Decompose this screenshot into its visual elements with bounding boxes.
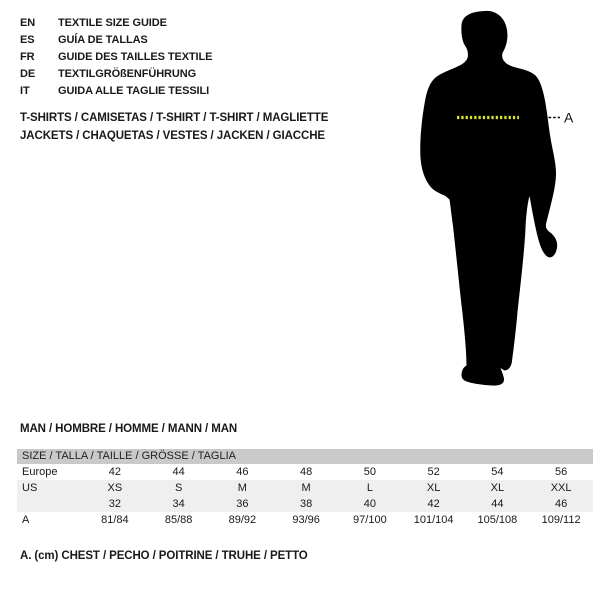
category-line-jackets: JACKETS / CHAQUETAS / VESTES / JACKEN / GIACCHE: [20, 130, 325, 142]
table-row-numeric: [17, 496, 593, 512]
language-row-de: [20, 66, 212, 83]
table-cell: M: [237, 482, 247, 494]
table-cell: 32: [108, 498, 121, 510]
table-cell: 46: [236, 466, 249, 478]
table-row-europe: [17, 464, 593, 480]
table-cell: 85/88: [164, 514, 193, 526]
table-cell: 42: [427, 498, 440, 510]
language-guide-title: GUIDA ALLE TAGLIE TESSILI: [58, 85, 210, 97]
table-cell: 34: [172, 498, 185, 510]
language-code: ES: [20, 34, 35, 46]
table-cell: 46: [555, 498, 568, 510]
language-code: FR: [20, 51, 35, 63]
man-silhouette-svg: [395, 0, 585, 400]
table-cell: 48: [300, 466, 313, 478]
table-cell: XL: [426, 482, 441, 494]
category-line-tshirts: T-SHIRTS / CAMISETAS / T-SHIRT / T-SHIRT / MAGLIETTE: [20, 112, 329, 124]
table-cell: S: [174, 482, 183, 494]
category-lines: [20, 109, 328, 145]
language-guide-title: GUIDE DES TAILLES TEXTILE: [58, 51, 213, 63]
language-guide-list: [20, 15, 212, 100]
language-code: DE: [20, 68, 36, 80]
table-cell: 97/100: [353, 514, 387, 526]
man-silhouette: [420, 11, 557, 386]
size-table-header: SIZE / TALLA / TAILLE / GRÖSSE / TAGLIA: [17, 449, 593, 464]
table-cell: XXL: [550, 482, 572, 494]
language-guide-title: GUÍA DE TALLAS: [58, 34, 148, 46]
size-table: [17, 449, 593, 528]
measure-label-a: A: [564, 109, 574, 126]
table-cell: XS: [107, 482, 123, 494]
language-code: EN: [20, 17, 36, 29]
table-cell: 56: [555, 466, 568, 478]
table-cell: XL: [490, 482, 505, 494]
language-row-fr: [20, 49, 212, 66]
table-cell: 44: [172, 466, 185, 478]
row-label: A: [22, 514, 30, 526]
table-cell: 105/108: [477, 514, 518, 526]
language-guide-title: TEXTILGRÖßENFÜHRUNG: [58, 68, 197, 80]
table-cell: 50: [363, 466, 376, 478]
table-cell: 81/84: [101, 514, 129, 526]
table-cell: 109/112: [541, 514, 581, 526]
table-cell: 42: [108, 466, 121, 478]
table-cell: M: [301, 482, 311, 494]
table-row-us: [17, 480, 593, 496]
man-silhouette-figure: [395, 0, 585, 400]
row-label: US: [22, 482, 38, 494]
row-label: Europe: [22, 466, 58, 478]
table-cell: 89/92: [228, 514, 257, 526]
table-cell: 54: [491, 466, 504, 478]
table-row-chest-a: [17, 512, 593, 528]
table-cell: L: [366, 482, 373, 494]
table-cell: 52: [427, 466, 440, 478]
table-cell: 44: [491, 498, 504, 510]
language-code: IT: [20, 85, 30, 97]
language-row-en: [20, 15, 212, 32]
table-cell: 38: [300, 498, 313, 510]
section-heading-man: MAN / HOMBRE / HOMME / MANN / MAN: [20, 423, 238, 435]
language-row-it: [20, 83, 212, 100]
table-cell: 40: [363, 498, 376, 510]
table-cell: 36: [236, 498, 249, 510]
language-guide-title: TEXTILE SIZE GUIDE: [58, 17, 167, 29]
table-cell: 101/104: [413, 514, 454, 526]
table-cell: 93/96: [292, 514, 320, 526]
language-row-es: [20, 32, 212, 49]
row-label: [17, 496, 83, 512]
measurement-footnote: A. (cm) CHEST / PECHO / POITRINE / TRUHE / PETTO: [20, 550, 308, 562]
